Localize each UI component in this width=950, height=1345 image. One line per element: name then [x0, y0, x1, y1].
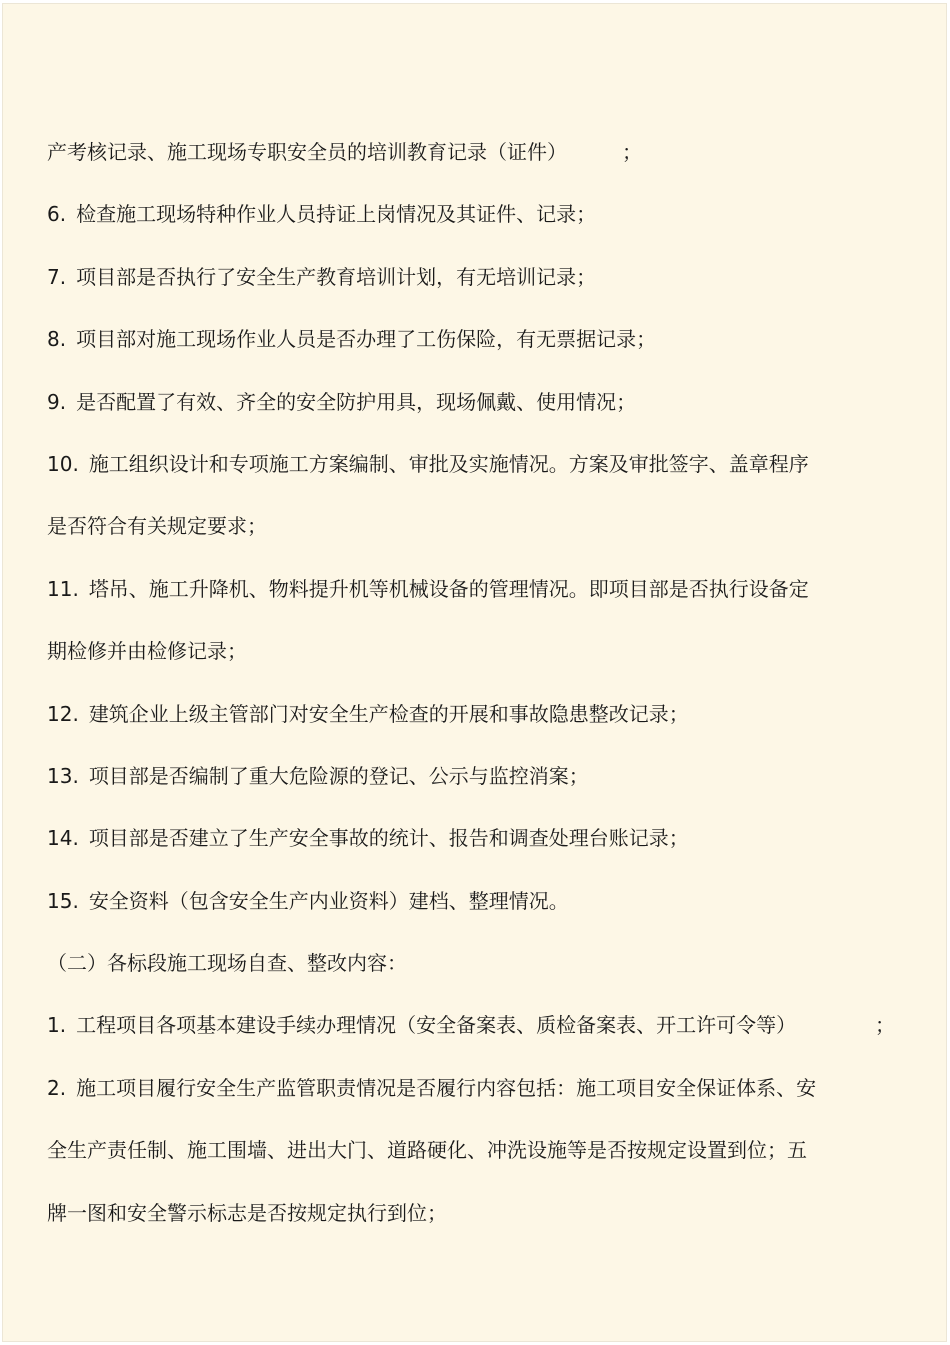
list-item	[47, 756, 907, 818]
item-text: 项目部是否建立了生产安全事故的统计、报告和调查处理台账记录；	[88, 826, 689, 851]
list-item	[47, 694, 907, 756]
item-number: 12.	[47, 701, 79, 726]
item-number: 10.	[47, 451, 79, 476]
item-text: 期检修并由检修记录；	[47, 639, 247, 664]
item-text: 项目部是否执行了安全生产教育培训计划，有无培训记录；	[76, 264, 597, 289]
section-heading	[47, 943, 907, 1005]
item-text: 检查施工现场特种作业人员持证上岗情况及其证件、记录；	[76, 202, 597, 227]
document-body	[47, 132, 907, 1255]
section-heading-text: （二）各标段施工现场自查、整改内容：	[47, 951, 407, 976]
item-text: 施工组织设计和专项施工方案编制、审批及实施情况。方案及审批签字、盖章程序	[88, 451, 809, 476]
item-number: 7.	[47, 264, 67, 289]
item-text: 是否符合有关规定要求；	[47, 514, 267, 539]
line-text: 产考核记录、施工现场专职安全员的培训教育记录（证件）	[47, 140, 567, 164]
item-number: 11.	[47, 576, 79, 601]
item-text: 安全资料（包含安全生产内业资料）建档、整理情况。	[88, 888, 569, 913]
item-number: 13.	[47, 763, 79, 788]
list-item-continuation	[47, 1193, 907, 1255]
item-text: 建筑企业上级主管部门对安全生产检查的开展和事故隐患整改记录；	[88, 701, 689, 726]
list-item	[47, 881, 907, 943]
item-text: 是否配置了有效、齐全的安全防护用具，现场佩戴、使用情况；	[76, 389, 637, 414]
item-text: 项目部是否编制了重大危险源的登记、公示与监控消案；	[88, 763, 589, 788]
item-number: 14.	[47, 826, 79, 851]
item-number: 15.	[47, 888, 79, 913]
list-item-continuation	[47, 506, 907, 568]
list-item	[47, 257, 907, 319]
text-line	[47, 132, 907, 194]
list-item-continuation	[47, 631, 907, 693]
item-number: 1.	[47, 1013, 67, 1038]
item-text: 施工项目履行安全生产监管职责情况是否履行内容包括：施工项目安全保证体系、安	[76, 1075, 817, 1100]
item-number: 8.	[47, 327, 67, 352]
item-number: 9.	[47, 389, 67, 414]
document-page	[2, 3, 947, 1342]
item-text: 项目部对施工现场作业人员是否办理了工伤保险，有无票据记录；	[76, 327, 657, 352]
item-text: 全生产责任制、施工围墙、进出大门、道路硬化、冲洗设施等是否按规定设置到位；五	[47, 1138, 807, 1163]
line-trailing-punct: ；	[622, 140, 642, 164]
list-item	[47, 382, 907, 444]
list-item	[47, 1068, 907, 1130]
list-item	[47, 444, 907, 506]
list-item	[47, 818, 907, 880]
list-item	[47, 569, 907, 631]
list-item-continuation	[47, 1130, 907, 1192]
line-trailing-punct: ；	[875, 1013, 895, 1038]
list-item	[47, 319, 907, 381]
item-text: 工程项目各项基本建设手续办理情况（安全备案表、质检备案表、开工许可令等）	[76, 1013, 797, 1038]
item-number: 2.	[47, 1075, 67, 1100]
list-item	[47, 194, 907, 256]
list-item	[47, 1005, 907, 1067]
item-text: 塔吊、施工升降机、物料提升机等机械设备的管理情况。即项目部是否执行设备定	[88, 576, 809, 601]
item-text: 牌一图和安全警示标志是否按规定执行到位；	[47, 1200, 447, 1225]
item-number: 6.	[47, 202, 67, 227]
